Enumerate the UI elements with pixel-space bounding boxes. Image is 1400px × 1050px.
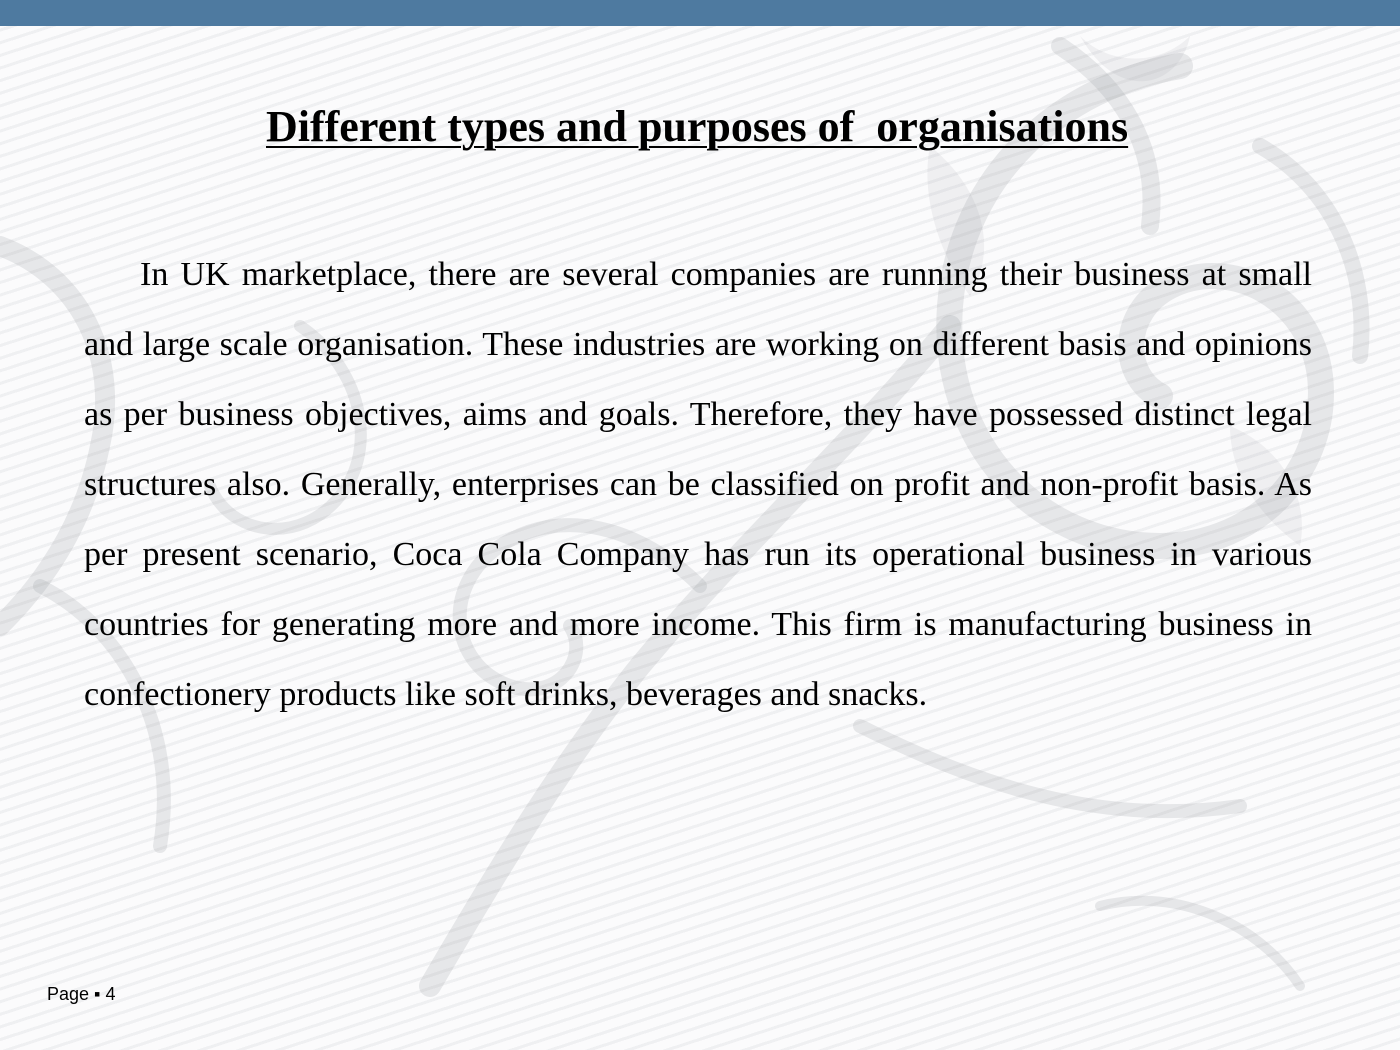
- slide-body-paragraph: In UK marketplace, there are several companies are running their business at small and large scale organisation. These industries are working on different basis and opinions as per business objectives, aims and goals. Therefore, they have possessed distinct legal structures also. Generally, enterprises can be classified on profit and non-profit basis. As per present scenario, Coca Cola Company has run its operational business in various countries for generating more and more income. This firm is manufacturing business in confectionery products like soft drinks, beverages and snacks.: [84, 256, 1312, 713]
- top-accent-bar: [0, 0, 1400, 26]
- page-footer: [47, 982, 115, 1006]
- page-number: 4: [105, 984, 116, 1004]
- page-separator-icon: ▪: [94, 984, 101, 1004]
- page-label: Page: [47, 984, 90, 1004]
- slide-title: Different types and purposes of organisations: [266, 102, 1129, 151]
